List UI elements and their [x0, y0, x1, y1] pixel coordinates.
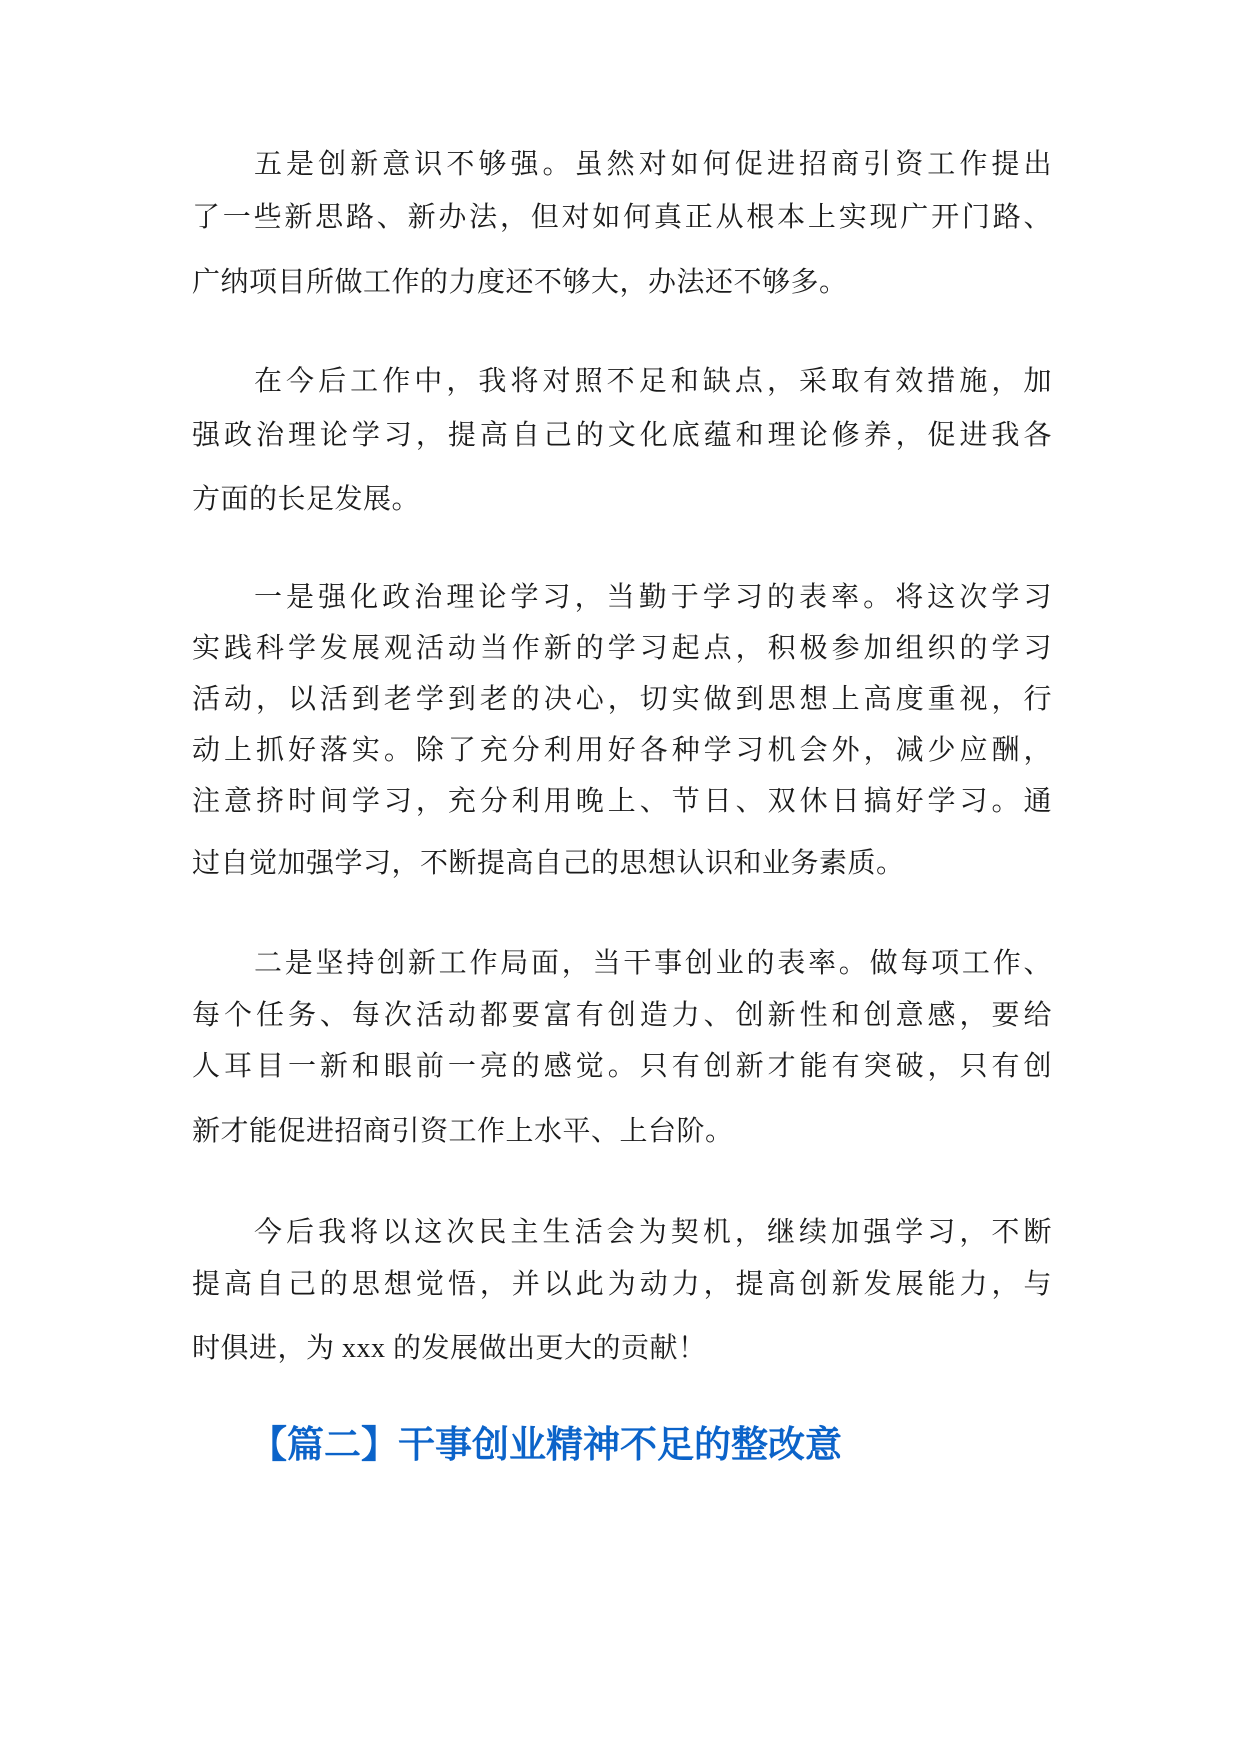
paragraph-4-line-3: 人耳目一新和眼前一亮的感觉。只有创新才能有突破，只有创 — [192, 1051, 1052, 1082]
paragraph-3-line-4: 动上抓好落实。除了充分利用好各种学习机会外，减少应酬， — [192, 735, 1052, 766]
paragraph-4-line-1: 二是坚持创新工作局面，当干事创业的表率。做每项工作、 — [254, 948, 1052, 979]
paragraph-1-line-1: 五是创新意识不够强。虽然对如何促进招商引资工作提出 — [254, 149, 1052, 180]
paragraph-4-line-4: 新才能促进招商引资工作上水平、上台阶。 — [192, 1116, 734, 1147]
paragraph-2-line-1: 在今后工作中，我将对照不足和缺点，采取有效措施，加 — [254, 366, 1052, 397]
paragraph-5-line-2: 提高自己的思想觉悟，并以此为动力，提高创新发展能力，与 — [192, 1269, 1052, 1300]
paragraph-4-line-2: 每个任务、每次活动都要富有创造力、创新性和创意感，要给 — [192, 1000, 1052, 1031]
paragraph-1-line-3: 广纳项目所做工作的力度还不够大，办法还不够多。 — [192, 267, 848, 298]
paragraph-3-line-3: 活动，以活到老学到老的决心，切实做到思想上高度重视，行 — [192, 684, 1052, 715]
paragraph-2-line-2: 强政治理论学习，提高自己的文化底蕴和理论修养，促进我各 — [192, 420, 1052, 451]
paragraph-2-line-3: 方面的长足发展。 — [192, 484, 421, 515]
paragraph-5-line-3: 时俱进，为 xxx 的发展做出更大的贡献！ — [192, 1333, 707, 1364]
paragraph-5-line-1: 今后我将以这次民主生活会为契机，继续加强学习，不断 — [254, 1217, 1052, 1248]
paragraph-1-line-2: 了一些新思路、新办法，但对如何真正从根本上实现广开门路、 — [192, 202, 1052, 233]
paragraph-3-line-2: 实践科学发展观活动当作新的学习起点，积极参加组织的学习 — [192, 633, 1052, 664]
section-heading: 【篇二】干事创业精神不足的整改意 — [250, 1425, 842, 1466]
paragraph-3-line-6: 过自觉加强学习，不断提高自己的思想认识和业务素质。 — [192, 848, 905, 879]
paragraph-3-line-5: 注意挤时间学习，充分利用晚上、节日、双休日搞好学习。通 — [192, 786, 1052, 817]
paragraph-3-line-1: 一是强化政治理论学习，当勤于学习的表率。将这次学习 — [254, 582, 1052, 613]
